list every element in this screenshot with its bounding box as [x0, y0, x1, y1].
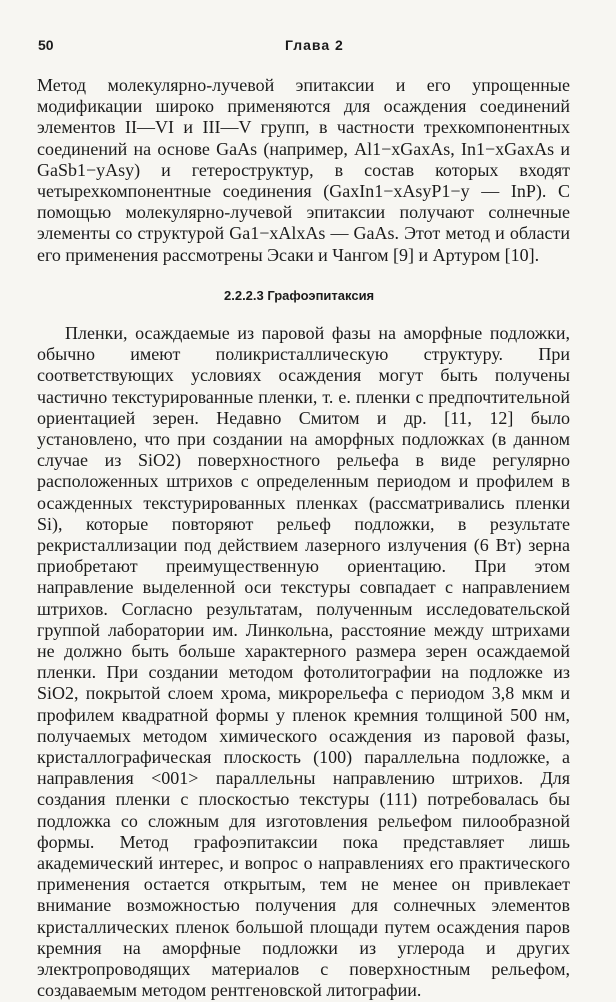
paragraph-graphoepitaxy: Пленки, осаждаемые из паровой фазы на аморфные подложки, обычно имеют поликристаллическую структуру. При соответствующих условиях осаждения могут быть получены частично текстурированные пленки, т. е. пленки с предпочтительной ориентацией зерен. Недавно Смитом и др. [11, 12] было установлено, что при создании на аморфных подложках (в данном случае из SiO2) поверхностного рельефа в виде регулярно расположенных штрихов с определенным периодом и профилем в осажденных текстурированных пленках (рассматривались пленки Si), которые повторяют рельеф подложки, в результате рекристаллизации под действием лазерного излучения (6 Вт) зерна приобретают преимущественную ориентацию. При этом направление выделенной оси текстуры совпадает с направлением штрихов. Согласно результатам, полученным исследовательской группой лаборатории им. Линкольна, расстояние между штрихами не должно быть больше характерного размера зерен осаждаемой пленки. При создании методом фотолитографии на подложке из SiO2, покрытой слоем хрома, микрорельефа с периодом 3,8 мкм и профилем квадратной формы у пленок кремния толщиной 500 нм, получаемых методом химического осаждения из паровой фазы, кристаллографическая плоскость (100) параллельна подложке, а направления <001> параллельны направлению штрихов. Для создания пленки с плоскостью текстуры (111) потребовалась бы подложка со сложным для изготовления рельефом пилообразной формы. Метод графоэпитаксии пока представляет лишь академический интерес, и вопрос о направлениях его практического применения остается открытым, тем не менее он привлекает внимание возможностью получения для солнечных элементов кристаллических пленок большой площади путем осаждения паров кремния на аморфные подложки из углерода и других электропроводящих материалов с поверхностным рельефом, создаваемым методом рентгеновской литографии. [37, 323, 570, 1001]
paragraph-mbe: Метод молекулярно-лучевой эпитаксии и его упрощенные модификации широко применяются для осаждения соединений элементов II—VI и III—V групп, в частности трехкомпонентных соединений на основе GaAs (например, Al1−xGaxAs, In1−xGaxAs и GaSb1−yAsy) и гетероструктур, в состав которых входят четырехкомпонентные соединения (GaxIn1−xAsyP1−y — InP). С помощью молекулярно-лучевой эпитаксии получают солнечные элементы со структурой Ga1−xAlxAs — GaAs. Этот метод и области его применения рассмотрены Эсаки и Чангом [9] и Артуром [10]. [37, 75, 570, 265]
chapter-title: Глава 2 [285, 37, 344, 53]
page-number: 50 [38, 37, 54, 53]
section-heading: 2.2.2.3 Графоэпитаксия [224, 288, 375, 303]
